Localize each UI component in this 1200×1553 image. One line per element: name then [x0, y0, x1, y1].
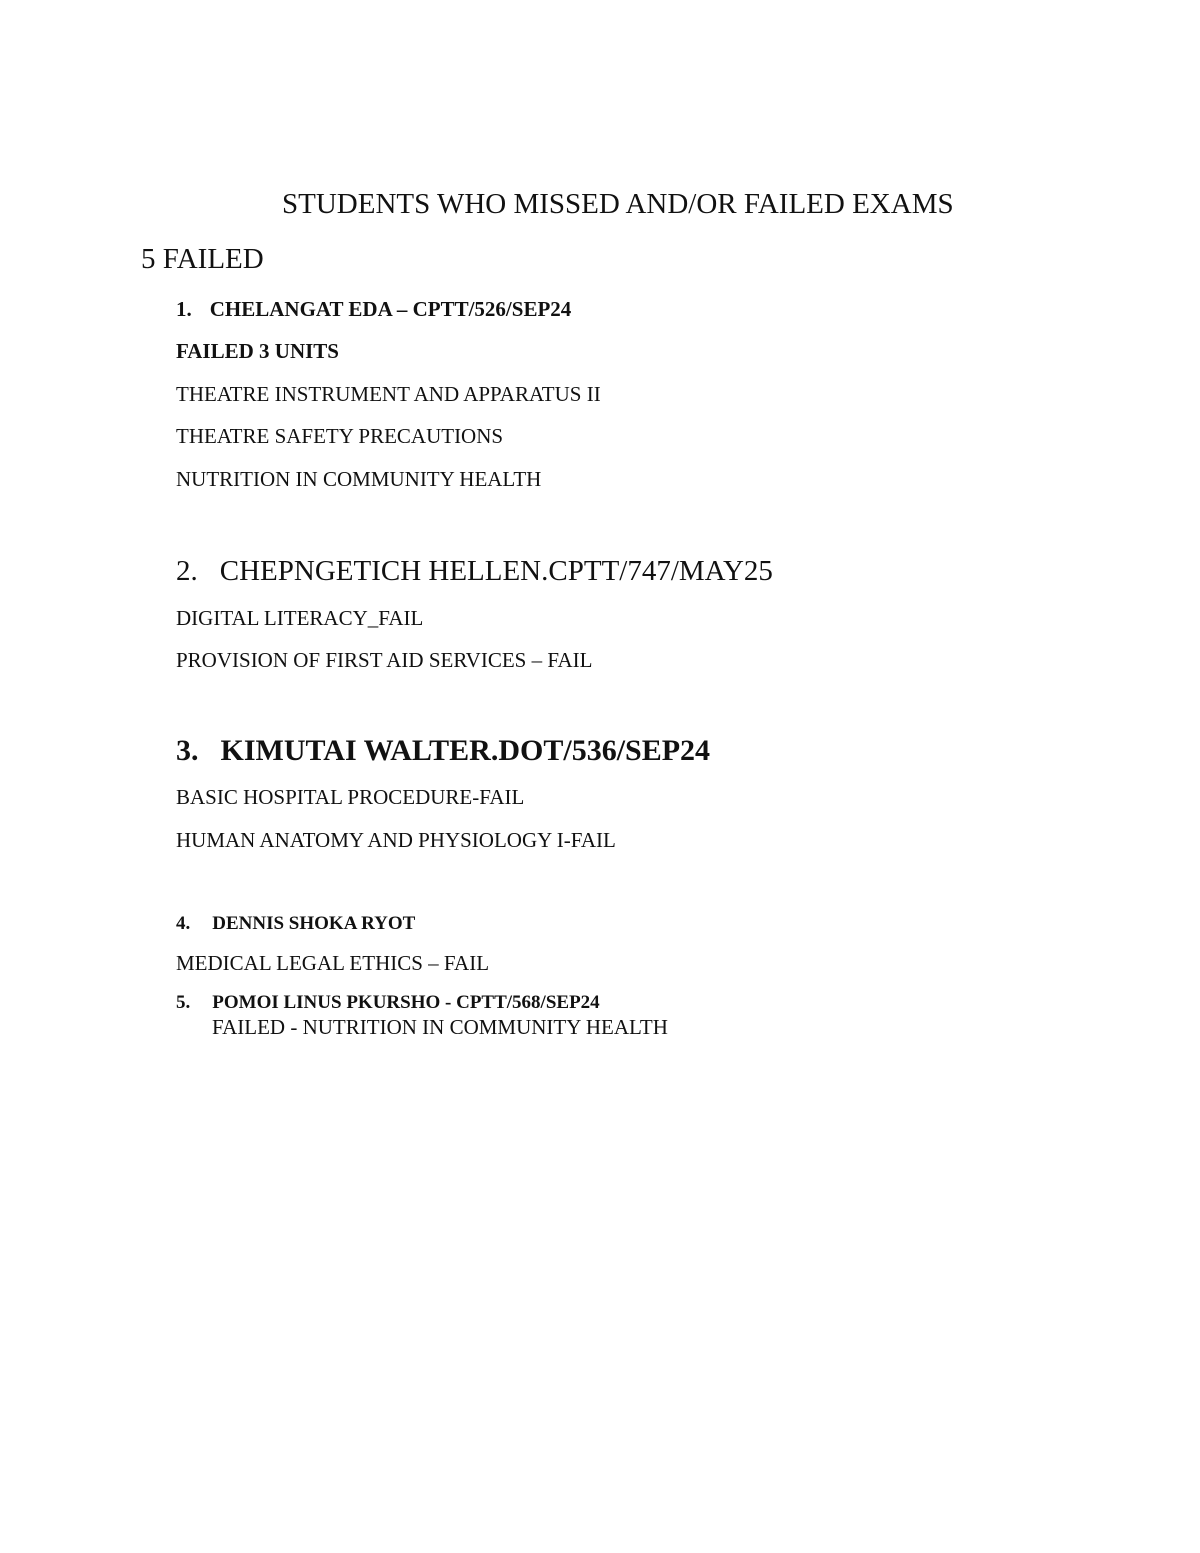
- student-4-name: DENNIS SHOKA RYOT: [212, 913, 416, 934]
- student-1-unit: NUTRITION IN COMMUNITY HEALTH: [176, 467, 542, 491]
- student-5-heading: [176, 990, 600, 1016]
- student-3-heading: [176, 732, 710, 770]
- student-1-number: 1.: [176, 297, 192, 321]
- student-4-unit: MEDICAL LEGAL ETHICS – FAIL: [176, 951, 490, 975]
- student-3-number: 3.: [176, 734, 199, 767]
- page-title: STUDENTS WHO MISSED AND/OR FAILED EXAMS: [282, 188, 954, 220]
- student-4-number: 4.: [176, 913, 191, 934]
- student-2-heading: [176, 553, 773, 589]
- student-2-unit: DIGITAL LITERACY_FAIL: [176, 606, 424, 630]
- student-2-name: CHEPNGETICH HELLEN.CPTT/747/MAY25: [219, 555, 773, 587]
- student-1-unit: THEATRE SAFETY PRECAUTIONS: [176, 424, 504, 448]
- student-3-name: KIMUTAI WALTER.DOT/536/SEP24: [220, 734, 711, 767]
- section-heading-failed: 5 FAILED: [141, 243, 264, 275]
- student-4-heading: [176, 911, 415, 937]
- student-5-name: POMOI LINUS PKURSHO - CPTT/568/SEP24: [212, 992, 600, 1013]
- student-1-summary: FAILED 3 UNITS: [176, 339, 339, 363]
- student-3-unit: BASIC HOSPITAL PROCEDURE-FAIL: [176, 785, 525, 809]
- student-5-number: 5.: [176, 992, 191, 1013]
- student-1-unit: THEATRE INSTRUMENT AND APPARATUS II: [176, 382, 601, 406]
- student-2-unit: PROVISION OF FIRST AID SERVICES – FAIL: [176, 648, 593, 672]
- student-2-number: 2.: [176, 555, 198, 587]
- student-5-unit: FAILED - NUTRITION IN COMMUNITY HEALTH: [212, 1015, 668, 1039]
- student-1-heading: [176, 296, 571, 322]
- student-1-name: CHELANGAT EDA – CPTT/526/SEP24: [209, 297, 572, 321]
- student-3-unit: HUMAN ANATOMY AND PHYSIOLOGY I-FAIL: [176, 828, 616, 852]
